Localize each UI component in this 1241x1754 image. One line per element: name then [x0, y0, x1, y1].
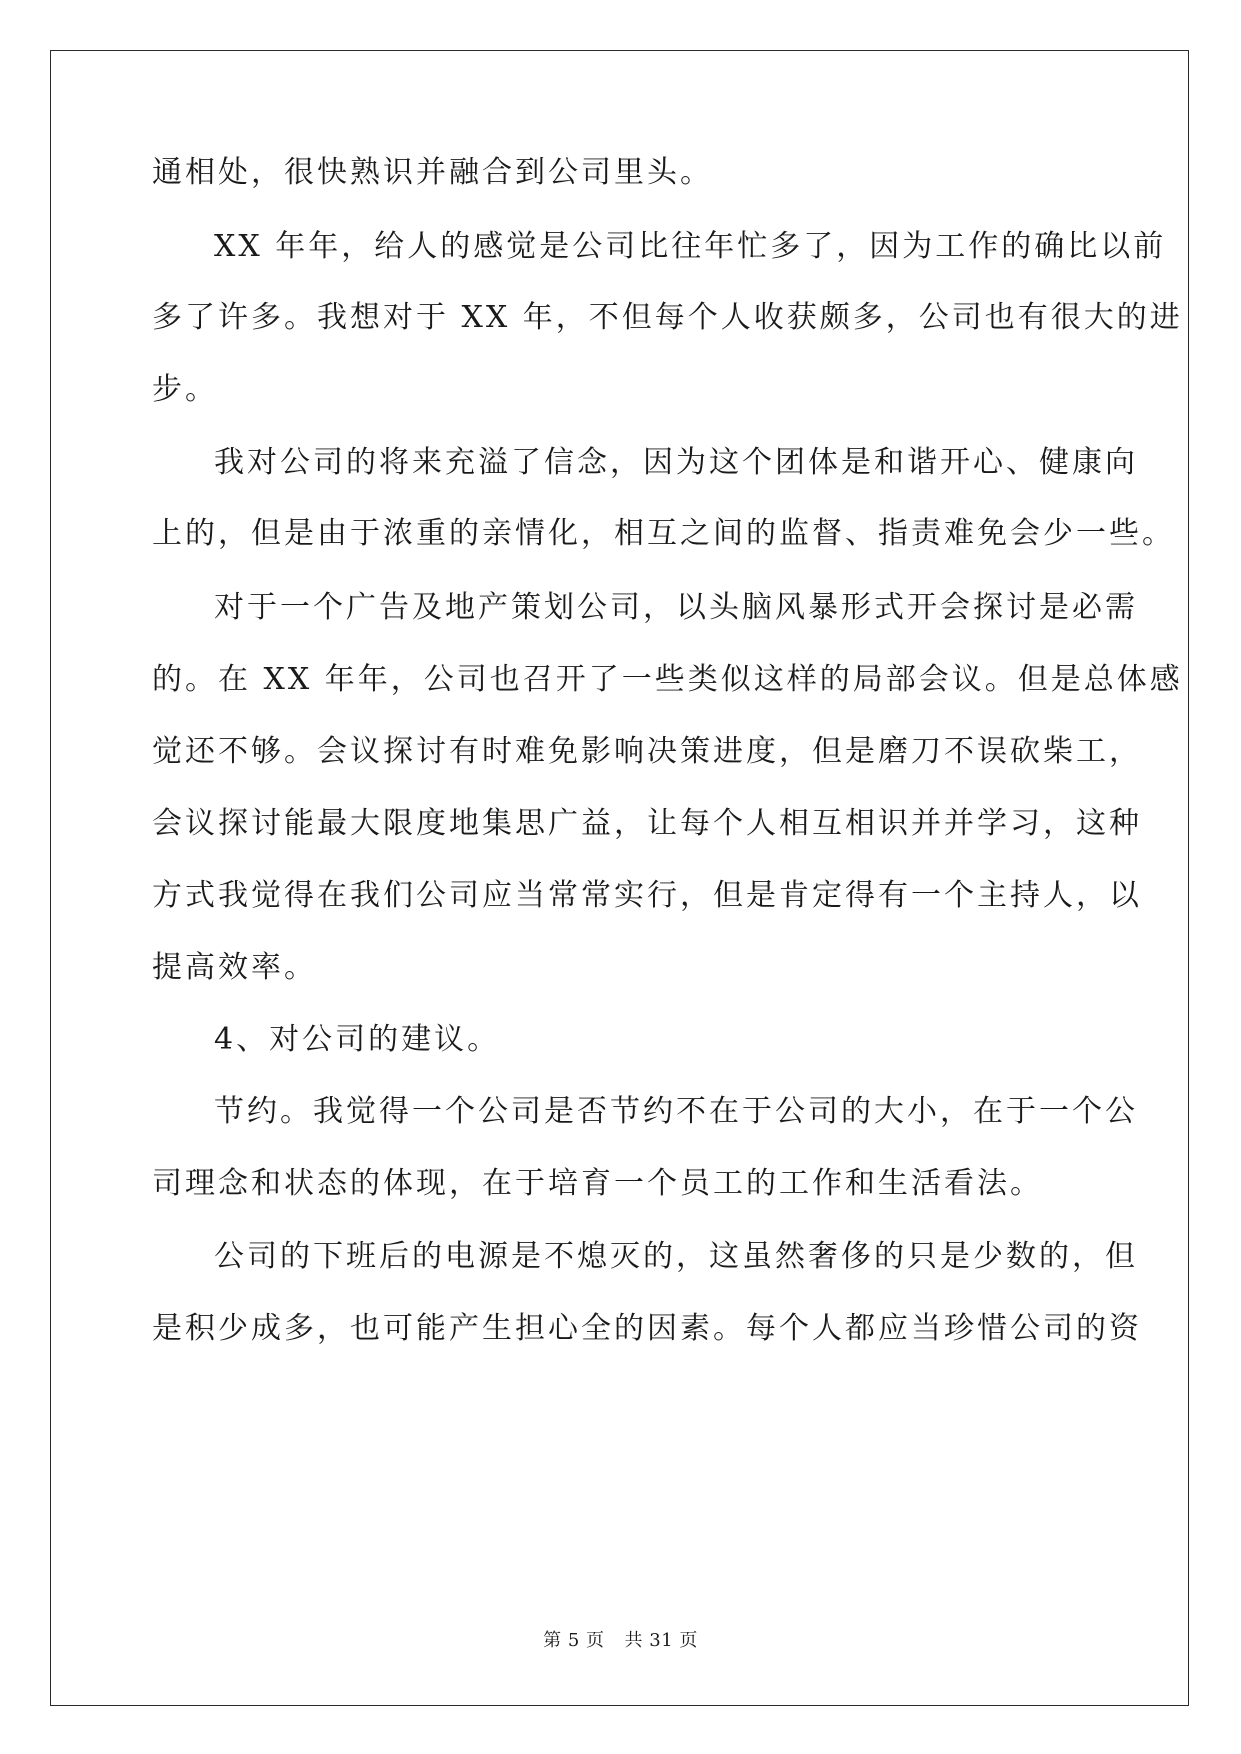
page-number: 第 5 页	[543, 1630, 605, 1651]
text-line: 提高效率。	[152, 950, 317, 985]
text-line: 通相处，很快熟识并融合到公司里头。	[152, 155, 713, 190]
text-line: 上的，但是由于浓重的亲情化，相互之间的监督、指责难免会少一些。	[152, 516, 1175, 551]
text-line: 公司的下班后的电源是不熄灭的，这虽然奢侈的只是少数的，但	[214, 1239, 1138, 1274]
text-line: 节约。我觉得一个公司是否节约不在于公司的大小，在于一个公	[214, 1094, 1138, 1129]
page-footer	[0, 1630, 1241, 1652]
text-line: 多了许多。我想对于 XX 年，不但每个人收获颇多，公司也有很大的进	[152, 300, 1183, 335]
text-line: XX 年年，给人的感觉是公司比往年忙多了，因为工作的确比以前	[214, 229, 1167, 264]
text-line: 觉还不够。会议探讨有时难免影响决策进度，但是磨刀不误砍柴工，	[152, 734, 1142, 769]
text-line: 步。	[152, 372, 218, 407]
text-line: 我对公司的将来充溢了信念，因为这个团体是和谐开心、健康向	[214, 445, 1138, 480]
text-line: 的。在 XX 年年，公司也召开了一些类似这样的局部会议。但是总体感	[152, 662, 1183, 697]
text-line: 会议探讨能最大限度地集思广益，让每个人相互相识并并学习，这种	[152, 806, 1142, 841]
text-line: 司理念和状态的体现，在于培育一个员工的工作和生活看法。	[152, 1166, 1043, 1201]
text-line: 方式我觉得在我们公司应当常常实行，但是肯定得有一个主持人，以	[152, 878, 1142, 913]
text-line: 对于一个广告及地产策划公司，以头脑风暴形式开会探讨是必需	[214, 590, 1138, 625]
section-heading: 4、对公司的建议。	[214, 1022, 501, 1057]
text-line: 是积少成多，也可能产生担心全的因素。每个人都应当珍惜公司的资	[152, 1311, 1142, 1346]
page-total: 共 31 页	[624, 1630, 698, 1651]
